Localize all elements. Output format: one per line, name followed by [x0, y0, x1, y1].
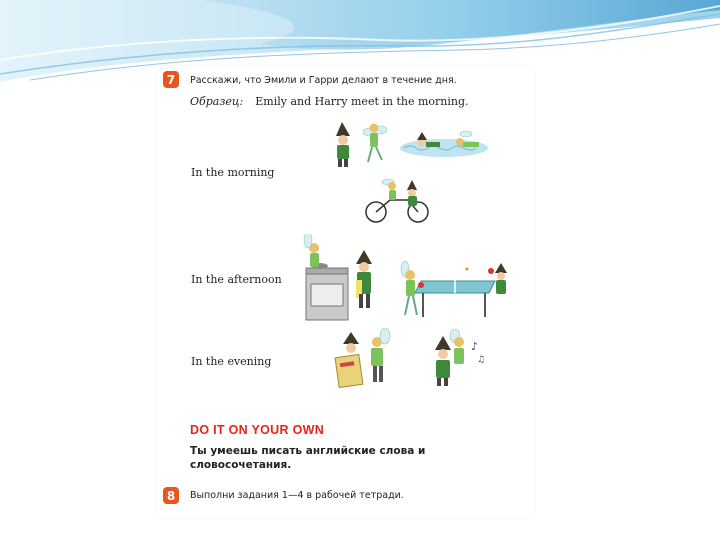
svg-text:♫: ♫	[477, 355, 486, 365]
textbook-page	[157, 66, 535, 518]
characters-cycling-illustration	[362, 174, 442, 224]
svg-text:♪: ♪	[471, 340, 479, 353]
characters-meeting-illustration	[332, 118, 492, 170]
time-label-afternoon: In the afternoon	[191, 273, 282, 286]
sample-label: Образец:	[190, 95, 244, 108]
do-it-on-your-own-title: DO IT ON YOUR OWN	[190, 423, 325, 437]
task-7-instruction: Расскажи, что Эмили и Гарри делают в течение дня.	[190, 75, 457, 86]
time-label-evening: In the evening	[191, 355, 272, 368]
task-8-instruction: Выполни задания 1—4 в рабочей тетради.	[190, 490, 404, 501]
task-7-number-badge: 7	[163, 71, 179, 88]
characters-singing-illustration	[429, 328, 489, 388]
sample-sentence	[190, 95, 469, 108]
time-label-morning: In the morning	[191, 166, 275, 179]
do-it-on-your-own-text: Ты умеешь писать английские слова и словосочетания.	[190, 445, 426, 471]
sample-text: Emily and Harry meet in the morning.	[255, 95, 469, 108]
characters-cooking-illustration	[302, 234, 387, 324]
characters-reading-illustration	[333, 328, 393, 390]
characters-table-tennis-illustration	[397, 259, 512, 323]
task-8-number-badge: 8	[163, 487, 179, 504]
